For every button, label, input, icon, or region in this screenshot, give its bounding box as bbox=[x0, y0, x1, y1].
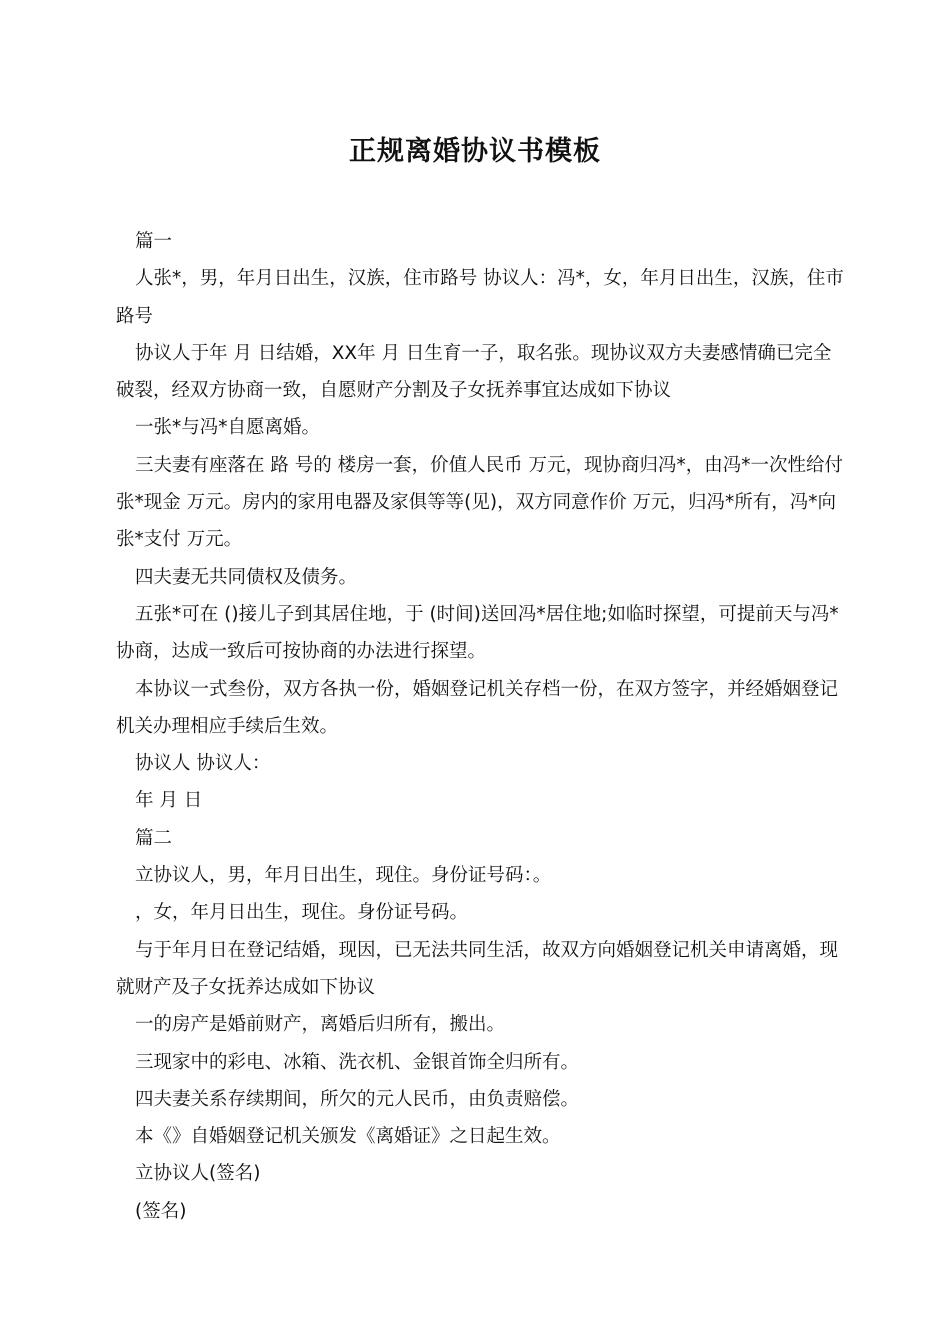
paragraph: ，女，年月日出生，现住。身份证号码。 bbox=[135, 902, 469, 924]
paragraph: 协议人于年 月 日结婚，XX年 月 日生育一子，取名张。现协议双方夫妻感情确已完全破裂，经双方协商一致，自愿财产分割及子女抚养事宜达成如下协议 bbox=[116, 342, 832, 402]
paragraph: 三现家中的彩电、冰箱、洗衣机、金银首饰全归所有。 bbox=[135, 1051, 580, 1073]
signature-line: 立协议人(签名) bbox=[135, 1163, 261, 1185]
paragraph: 四夫妻无共同债权及债务。 bbox=[135, 566, 358, 588]
paragraph: 四夫妻关系存续期间，所欠的元人民币，由负责赔偿。 bbox=[135, 1088, 580, 1110]
paragraph: 本协议一式叁份，双方各执一份，婚姻登记机关存档一份，在双方签字，并经婚姻登记机关办理相应手续后生效。 bbox=[116, 678, 839, 737]
paragraph: 一的房产是婚前财产，离婚后归所有，搬出。 bbox=[135, 1014, 506, 1036]
section-heading: 篇一 bbox=[135, 231, 173, 252]
document-body bbox=[116, 223, 846, 1230]
signature-line: (签名) bbox=[135, 1200, 187, 1222]
paragraph: 立协议人，男，年月日出生，现住。身份证号码：。 bbox=[135, 865, 552, 887]
paragraph: 本《》自婚姻登记机关颁发《离婚证》之日起生效。 bbox=[135, 1126, 561, 1148]
date-line: 年 月 日 bbox=[135, 790, 203, 812]
paragraph: 五张*可在 ()接儿子到其居住地，于 (时间)送回冯*居住地;如临时探望，可提前天与冯*协商，达成一致后可按协商的办法进行探望。 bbox=[116, 603, 839, 663]
paragraph: 一张*与冯*自愿离婚。 bbox=[135, 417, 321, 439]
signature-line: 协议人 协议人： bbox=[135, 753, 271, 775]
paragraph: 与于年月日在登记结婚，现因，已无法共同生活，故双方向婚姻登记机关申请离婚，现就财产及子女抚养达成如下协议 bbox=[116, 939, 839, 998]
paragraph: 人张*，男，年月日出生，汉族，住市路号 协议人：冯*，女，年月日出生，汉族，住市路号 bbox=[116, 268, 844, 327]
document-title: 正规离婚协议书模板 bbox=[349, 136, 601, 167]
paragraph: 三夫妻有座落在 路 号的 楼房一套，价值人民币 万元，现协商归冯*，由冯*一次性给付张*现金 万元。房内的家用电器及家俱等等(见)，双方同意作价 万元，归冯*所有，冯*向张*支付 万元。 bbox=[116, 454, 844, 551]
section-heading: 篇二 bbox=[135, 827, 173, 849]
